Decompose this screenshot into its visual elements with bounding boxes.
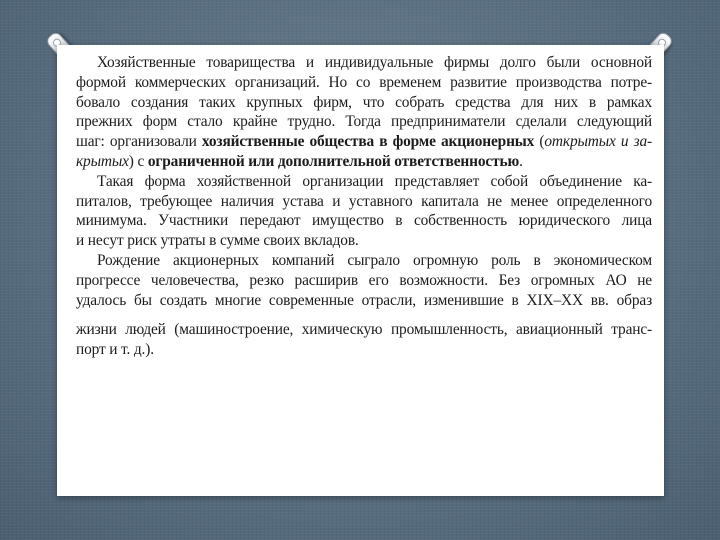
text-line: бовало создания таких крупных фирм, что собрать средства для них в рамках xyxy=(76,93,652,111)
text-line: питалов, требующее наличия устава и уставного капитала не менее определенного xyxy=(76,192,652,210)
text-line: формой коммерческих организаций. Но со временем развитие производства потре- xyxy=(76,73,652,91)
bold-term: хозяйственные общества в форме акционерных xyxy=(201,133,535,151)
text-run: шаг: организовали xyxy=(76,133,197,151)
text-line: Такая форма хозяйственной организации представляет собой объединение ка- xyxy=(97,172,652,190)
text-line-mixed xyxy=(76,132,652,152)
text-run: ) xyxy=(128,152,134,170)
text-line: и несут риск утраты в сумме своих вкладов. xyxy=(76,232,359,250)
text-line: Рождение акционерных компаний сыграло огромную роль в экономическом xyxy=(97,251,652,269)
text-line: удалось бы создать многие современные отрасли, изменившие в XIX–XX вв. образ xyxy=(76,291,652,309)
bold-term: ограниченной или дополнительной ответственностью xyxy=(147,152,520,170)
text-line: прогрессе человечества, резко расширив его возможности. Без огромных АО не xyxy=(76,271,652,289)
text-line: Хозяйственные товарищества и индивидуальные фирмы долго были основной xyxy=(97,54,652,71)
text-line-mixed xyxy=(76,152,652,172)
text-run: ( xyxy=(539,133,545,151)
text-line: минимума. Участники передают имущество в собственность юридического лица xyxy=(76,212,652,230)
text-line: прежних форм стало крайне трудно. Тогда предприниматели сделали следующий xyxy=(76,113,652,131)
text-line: порт и т. д.). xyxy=(76,341,154,359)
text-run: . xyxy=(519,152,523,170)
italic-term: крытых xyxy=(76,152,129,170)
italic-term: открытых и за- xyxy=(544,133,652,151)
text-line: жизни людей (машиностроение, химическую промышленность, авиационный транс- xyxy=(76,321,652,339)
text-run: с xyxy=(137,152,145,170)
document-text xyxy=(76,53,652,360)
